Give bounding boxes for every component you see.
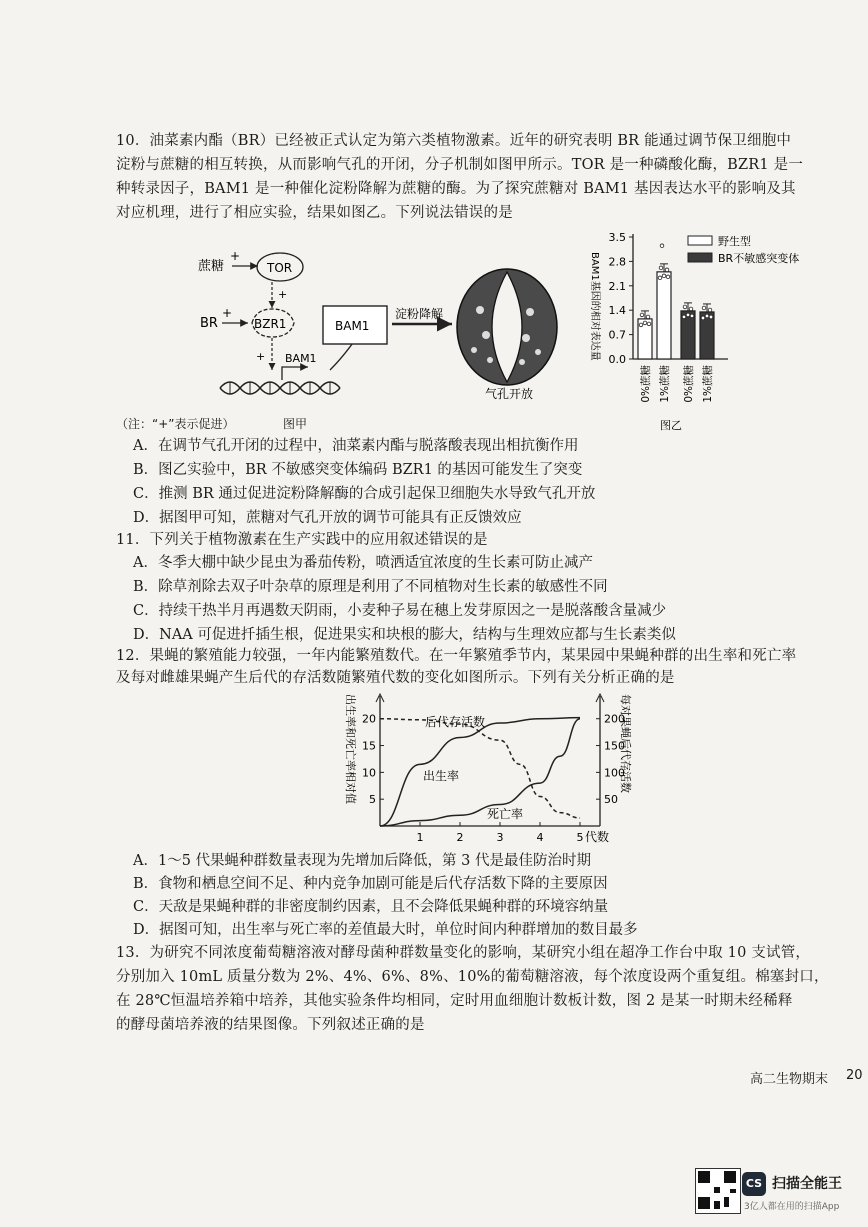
q12-stem-line-2: 及每对雌雄果蝇产生后代的存活数随繁殖代数的变化如图所示。下列有关分析正确的是	[116, 670, 675, 686]
q12-option-c: C．天敌是果蝇种群的非密度制约因素，且不会降低果蝇种群的环境容纳量	[133, 899, 609, 915]
chart-b-datapoint	[646, 315, 650, 319]
chart-b-datapoint	[689, 307, 693, 311]
q12-option-a: A．1～5 代果蝇种群数量表现为先增加后降低，第 3 代是最佳防治时期	[133, 853, 591, 869]
chart-b-ytick-label: 2.8	[608, 255, 626, 269]
scanner-brand: 扫描全能王	[772, 1176, 842, 1192]
figure-a-diagram	[190, 240, 590, 410]
stomata-open-label: 气孔开放	[485, 387, 534, 401]
legend-br-mutant: BR不敏感突变体	[718, 252, 800, 265]
tor-label: TOR	[267, 261, 293, 275]
footer-page-number: 20	[846, 1068, 863, 1083]
q10-stem-line-2: 淀粉与蔗糖的相互转换，从而影响气孔的开闭，分子机制如图甲所示。TOR 是一种磷酸化酶，BZR1 是一	[116, 157, 804, 173]
chart-c-right-tick-label: 150	[604, 739, 625, 753]
plus-sign: +	[230, 249, 241, 263]
plus-sign: +	[278, 288, 288, 301]
q13-stem-line-1: 13．为研究不同浓度葡萄糖溶液对酵母菌种群数量变化的影响，某研究小组在超净工作台中取 10 支试管，	[116, 945, 811, 961]
chart-c-right-tick-label: 100	[604, 766, 625, 780]
chart-b-category-label: 0%蔗糖	[640, 365, 652, 403]
chart-b-datapoint	[658, 276, 662, 280]
series-label-death-rate: 死亡率	[487, 807, 524, 821]
bzr1-label: BZR1	[254, 317, 287, 331]
legend-wild-type: 野生型	[718, 235, 751, 248]
q10-stem-line-3: 种转录因子，BAM1 是一种催化淀粉降解为蔗糖的酶。为了探究蔗糖对 BAM1 基因表达水平的影响及其	[116, 181, 796, 197]
chart-c-left-tick-label: 15	[362, 739, 376, 753]
chart-c-x-tick-label: 4	[536, 831, 544, 844]
starch-degrade-label: 淀粉降解	[395, 307, 444, 321]
chart-b-datapoint	[709, 315, 713, 319]
chart-c-x-tick-label: 3	[496, 831, 504, 844]
chart-b-datapoint	[702, 306, 706, 310]
chart-b-datapoint	[639, 323, 643, 327]
scanner-tagline: 3亿人都在用的扫描App	[744, 1202, 840, 1212]
q12-option-d: D．据图可知，出生率与死亡率的差值最大时，单位时间内种群增加的数目最多	[133, 922, 638, 938]
chart-b-datapoint	[701, 316, 705, 320]
chart-b-category-label: 0%蔗糖	[683, 365, 695, 403]
chart-c-right-tick-label: 200	[604, 712, 625, 726]
qr-code-icon	[695, 1168, 741, 1214]
chart-b-ytick-label: 3.5	[608, 231, 626, 244]
q10-stem-line-4: 对应机理，进行了相应实验，结果如图乙。下列说法错误的是	[116, 205, 513, 221]
figure-a-note: （注：“+”表示促进）	[116, 417, 235, 431]
chart-b-datapoint	[640, 313, 644, 317]
chart-c-ylabel-left: 出生率和死亡率相对值	[344, 694, 357, 804]
q12-option-b: B．食物和栖息空间不足、种内竞争加剧可能是后代存活数下降的主要原因	[133, 876, 608, 892]
q13-stem-line-4: 的酵母菌培养液的结果图像。下列叙述正确的是	[116, 1017, 425, 1033]
chart-c-x-tick-label: 1	[416, 831, 424, 844]
chart-b-datapoint	[682, 315, 686, 319]
q10-option-d: D．据图甲可知，蔗糖对气孔开放的调节可能具有正反馈效应	[133, 510, 522, 526]
chart-b-datapoint	[647, 322, 651, 326]
q11-option-c: C．持续干热半月再遇数天阴雨，小麦种子易在穗上发芽原因之一是脱落酸含量减少	[133, 603, 667, 619]
legend-swatch-mutant	[688, 253, 712, 262]
footer-exam-title: 高二生物期末	[750, 1072, 829, 1087]
chart-b-datapoint	[705, 314, 709, 318]
q11-option-d: D．NAA 可促进扦插生根，促进果实和块根的膨大，结构与生理效应都与生长素类似	[133, 627, 676, 643]
chart-b-datapoint	[690, 314, 694, 318]
chart-c-x-tick-label: 5	[576, 831, 584, 844]
bam1-box-label: BAM1	[335, 319, 370, 333]
q11-option-b: B．除草剂除去双子叶杂草的原理是利用了不同植物对生长素的敏感性不同	[133, 579, 608, 595]
legend-swatch-wild	[688, 236, 712, 245]
stomata-illustration	[457, 269, 557, 385]
br-label: BR	[200, 316, 218, 331]
chart-b-category-label: 1%蔗糖	[659, 365, 671, 403]
chart-b-datapoint	[686, 313, 690, 317]
chart-b-ytick-label: 0.7	[608, 328, 626, 342]
q10-option-c: C．推测 BR 通过促进淀粉降解酶的合成引起保卫细胞失水导致气孔开放	[133, 486, 596, 502]
chart-b-datapoint	[708, 308, 712, 312]
sucrose-label: 蔗糖	[198, 259, 225, 274]
chart-c-series-line-2	[380, 719, 580, 826]
chart-c-ylabel-right: 每对果蝇后代存活数	[619, 694, 632, 793]
chart-c-xlabel: 代数	[585, 830, 610, 844]
chart-c-left-tick-label: 5	[369, 793, 376, 807]
q13-stem-line-2: 分别加入 10mL 质量分数为 2%、4%、6%、8%、10%的葡萄糖溶液，每个浓度设两个重复组。棉塞封口，	[116, 969, 829, 985]
chart-b-datapoint	[659, 266, 663, 270]
q12-stem-line-1: 12．果蝇的繁殖能力较强，一年内能繁殖数代。在一年繁殖季节内，某果园中果蝇种群的出生率和死亡率	[116, 648, 797, 664]
figure-line-chart	[335, 688, 655, 848]
chart-b-ytick-label: 0.0	[608, 353, 626, 366]
q13-stem-line-3: 在 28℃恒温培养箱中培养，其他实验条件均相同，定时用血细胞计数板计数，图 2 是某一时期未经稀释	[116, 993, 793, 1009]
chart-b-datapoint	[665, 268, 669, 272]
plus-sign: +	[222, 306, 233, 320]
chart-b-ytick-label: 2.1	[608, 279, 626, 293]
chart-b-datapoint	[643, 321, 647, 325]
chart-b-ytick-label: 1.4	[608, 304, 626, 318]
camscanner-logo-icon: CS	[742, 1172, 766, 1196]
chart-c-x-tick-label: 2	[456, 831, 464, 844]
q10-option-b: B．图乙实验中，BR 不敏感突变体编码 BZR1 的基因可能发生了突变	[133, 462, 583, 478]
figure-b-bar-chart	[578, 222, 856, 437]
series-label-birth-rate: 出生率	[423, 769, 460, 783]
chart-b-datapoint	[683, 305, 687, 309]
chart-b-outlier	[660, 244, 664, 248]
series-label-survivors: 后代存活数	[425, 715, 486, 729]
plus-sign: +	[256, 350, 266, 363]
q11-option-a: A．冬季大棚中缺少昆虫为番茄传粉，喷洒适宜浓度的生长素可防止减产	[133, 555, 593, 571]
bam1-gene-label: BAM1	[285, 352, 317, 365]
chart-b-bar	[657, 272, 671, 359]
chart-b-datapoint	[666, 275, 670, 279]
chart-b-category-label: 1%蔗糖	[702, 365, 714, 403]
figure-a-caption: 图甲	[283, 417, 308, 431]
chart-c-left-tick-label: 20	[362, 712, 376, 726]
chart-b-ylabel: BAM1基因的相对表达量	[589, 252, 600, 361]
q11-stem: 11．下列关于植物激素在生产实践中的应用叙述错误的是	[116, 532, 488, 548]
q10-stem-line-1: 10．油菜素内酯（BR）已经被正式认定为第六类植物激素。近年的研究表明 BR 能通过调节保卫细胞中	[116, 133, 792, 149]
q10-option-a: A．在调节气孔开闭的过程中，油菜素内酯与脱落酸表现出相抗衡作用	[133, 438, 579, 454]
chart-b-caption: 图乙	[660, 419, 682, 432]
chart-c-right-tick-label: 50	[604, 793, 618, 807]
chart-c-left-tick-label: 10	[362, 766, 376, 780]
chart-b-datapoint	[662, 274, 666, 278]
